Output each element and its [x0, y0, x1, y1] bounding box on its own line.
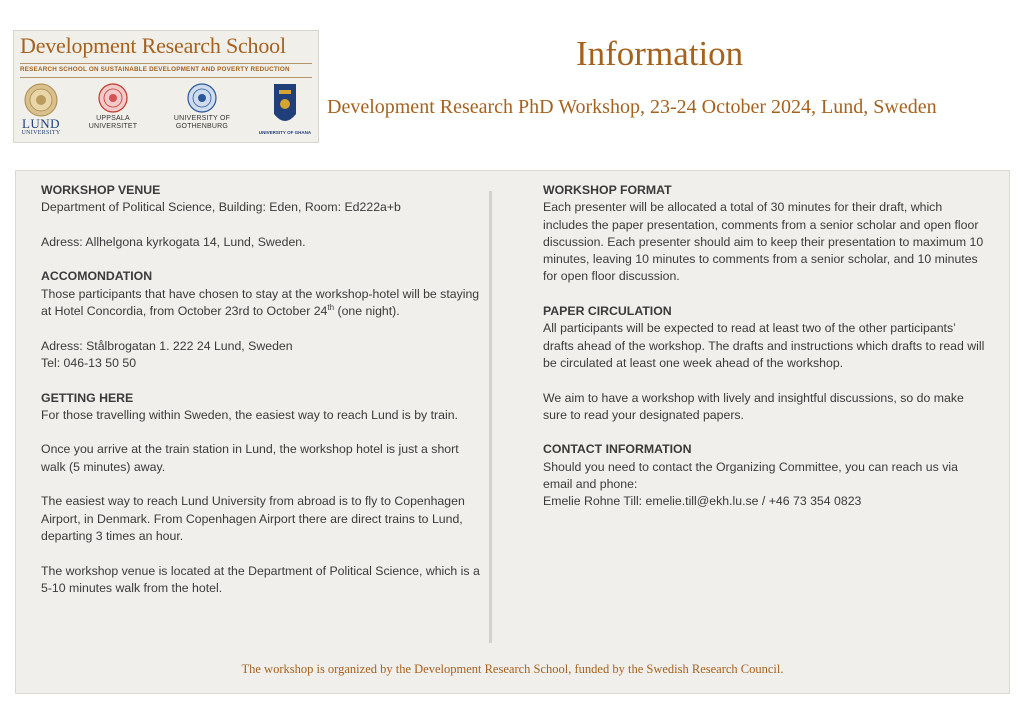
info-panel	[15, 170, 1010, 694]
getting-here-venue: The workshop venue is located at the Department of Political Science, which is a 5-10 minutes walk from the hotel.	[41, 563, 480, 595]
accommodation-text-main: Those participants that have chosen to stay at the workshop-hotel will be staying at Hotel Concordia, from October 23rd to October 24	[41, 286, 480, 319]
accommodation-phone: Tel: 046-13 50 50	[41, 355, 137, 370]
gothenburg-name-line-1: UNIVERSITY OF	[173, 115, 231, 122]
university-logos	[14, 81, 318, 143]
ghana-name: UNIVERSITY OF GHANA	[258, 130, 312, 135]
drs-logo	[13, 30, 319, 143]
gothenburg-seal-icon	[187, 83, 217, 113]
getting-here-station: Once you arrive at the train station in Lund, the workshop hotel is just a short walk (5 minutes) away.	[41, 442, 459, 474]
logo-title: Development Research School	[20, 33, 286, 58]
contact-person: Emelie Rohne Till: emelie.till@ekh.lu.se / +46 73 354 0823	[543, 494, 862, 509]
accommodation-text	[41, 286, 481, 321]
accommodation-address: Adress: Stålbrogatan 1. 222 24 Lund, Sweden	[41, 338, 293, 353]
lund-wordmark: LUND	[21, 116, 61, 131]
uppsala-name-line-1: UPPSALA	[96, 115, 130, 122]
uppsala-university-logo	[82, 83, 144, 131]
venue-text: Department of Political Science, Building: Eden, Room: Ed222a+b	[41, 200, 401, 215]
gothenburg-name-line-2: GOTHENBURG	[175, 123, 229, 130]
uppsala-name-line-2: UNIVERSITET	[88, 123, 138, 130]
venue-address: Adress: Allhelgona kyrkogata 14, Lund, Sweden.	[41, 234, 306, 249]
ghana-university-logo	[254, 82, 316, 135]
contact-heading: CONTACT INFORMATION	[543, 442, 692, 457]
getting-here-heading: GETTING HERE	[41, 390, 134, 405]
lund-wordmark-sub: UNIVERSITY	[21, 130, 61, 136]
column-divider	[489, 191, 492, 643]
lund-university-logo	[18, 83, 64, 137]
circulation-text: All participants will be expected to read at least two of the other participants’ drafts ahead of the workshop. The drafts and instructions which drafts to read will be circulated at least one week ahead of the workshop.	[543, 321, 985, 370]
circulation-note: We aim to have a workshop with lively and insightful discussions, so do make sure to read your designated papers.	[543, 390, 964, 422]
accommodation-text-end: (one night).	[334, 304, 400, 319]
footer-note: The workshop is organized by the Development Research School, funded by the Swedish Research Council.	[241, 662, 784, 676]
venue-heading: WORKSHOP VENUE	[41, 183, 161, 197]
circulation-heading: PAPER CIRCULATION	[543, 304, 672, 319]
left-column	[41, 182, 481, 597]
format-heading: WORKSHOP FORMAT	[543, 183, 672, 197]
right-column	[543, 182, 988, 511]
ghana-crest-icon	[272, 82, 298, 130]
logo-rule	[20, 63, 312, 64]
contact-text: Should you need to contact the Organizing Committee, you can reach us via email and phone:	[543, 459, 958, 492]
accommodation-superscript: th	[327, 303, 335, 313]
getting-here-airport: The easiest way to reach Lund University from abroad is to fly to Copenhagen Airport, in Denmark. From Copenhagen Airport there are direct trains to Lund, departing 3 times an hour.	[41, 494, 465, 543]
workshop-subtitle: Development Research PhD Workshop, 23-24 October 2024, Lund, Sweden	[327, 96, 937, 118]
format-text: Each presenter will be allocated a total of 30 minutes for their draft, which includes the paper presentation, comments from a senior scholar and open floor discussion. Each presenter should aim to keep their presentation to maximum 10 minutes, leaving 10 minutes to comments from a senior scholar, and 10 minutes for open floor discussion.	[543, 200, 984, 284]
gothenburg-university-logo	[162, 83, 242, 131]
lund-seal-icon	[24, 83, 58, 117]
getting-here-train: For those travelling within Sweden, the easiest way to reach Lund is by train.	[41, 407, 458, 422]
logo-rule	[20, 77, 312, 78]
accommodation-heading: ACCOMONDATION	[41, 269, 153, 284]
logo-subtitle: RESEARCH SCHOOL ON SUSTAINABLE DEVELOPMENT AND POVERTY REDUCTION	[20, 66, 290, 73]
uppsala-seal-icon	[98, 83, 128, 113]
page-title: Information	[576, 34, 744, 73]
